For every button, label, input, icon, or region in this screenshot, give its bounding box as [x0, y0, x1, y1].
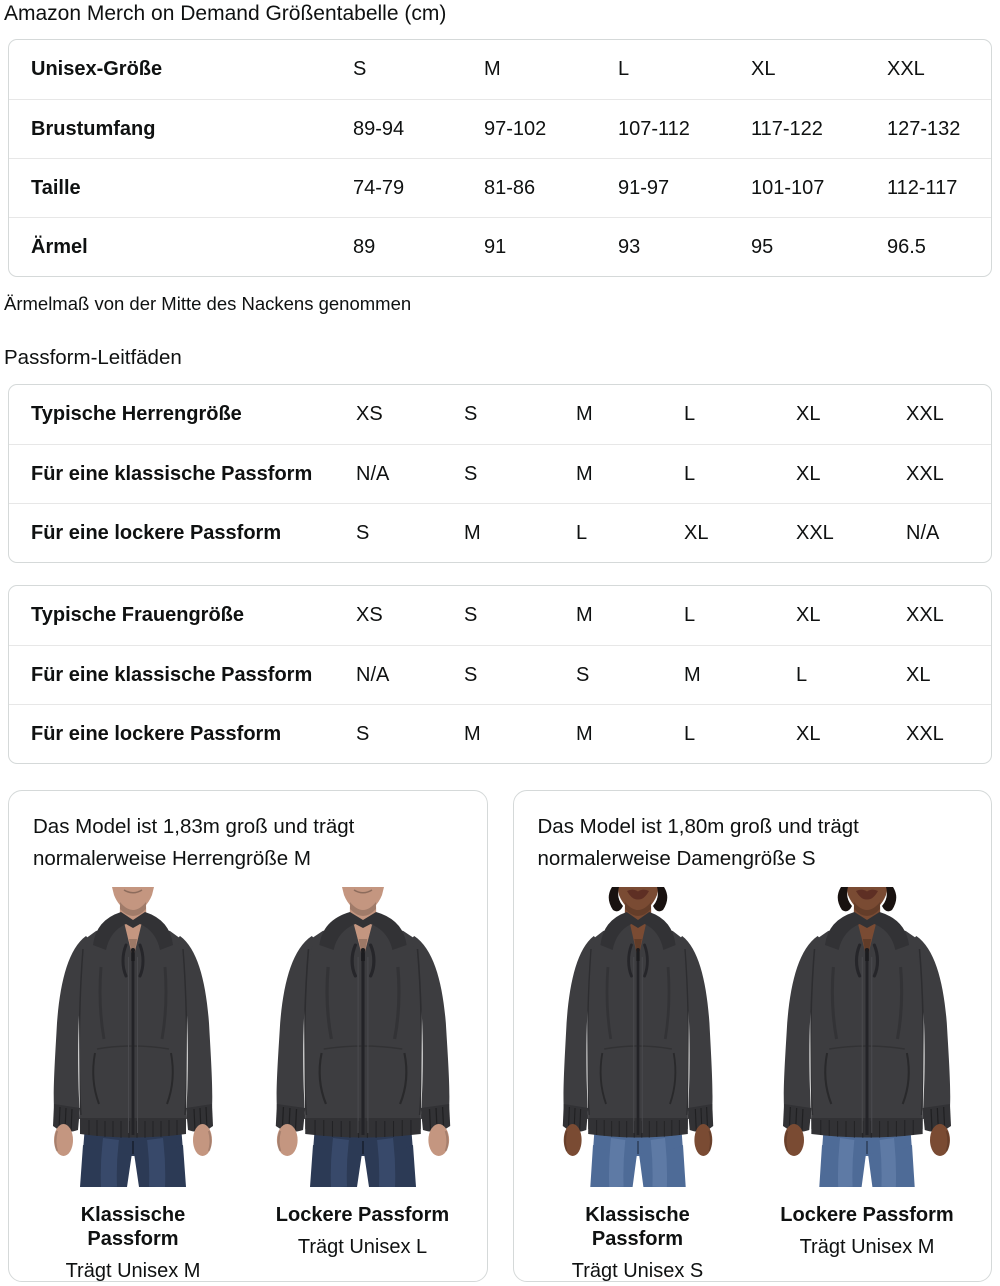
- size-cell: N/A: [356, 663, 390, 686]
- size-header: XL: [751, 58, 776, 80]
- size-cell: M: [464, 521, 481, 544]
- measure-cell: 97-102: [484, 117, 547, 140]
- measure-cell: 91-97: [618, 176, 670, 199]
- size-cell: S: [464, 604, 478, 626]
- size-header: S: [353, 58, 367, 80]
- fit-label: Lockere Passform: [780, 1204, 954, 1226]
- row-label: Für eine lockere Passform: [31, 722, 282, 745]
- size-cell: XXL: [906, 722, 944, 745]
- row-label: Für eine klassische Passform: [31, 663, 313, 686]
- fit-label: Lockere Passform: [275, 1204, 450, 1226]
- model-photo-svg: [263, 887, 463, 1187]
- model-photo-svg: [538, 887, 738, 1187]
- zipper: [361, 953, 364, 1135]
- size-label: Trägt Unisex M: [799, 1236, 935, 1258]
- table-row: [9, 158, 991, 217]
- size-cell: XL: [684, 521, 709, 544]
- page-title: Amazon Merch on Demand Größentabelle (cm): [4, 2, 447, 25]
- table-row: [9, 645, 991, 704]
- size-label: Trägt Unisex S: [571, 1260, 704, 1282]
- row-label: Für eine lockere Passform: [31, 521, 282, 544]
- size-cell: L: [684, 403, 696, 425]
- unisex-size-table: [8, 39, 992, 277]
- fit-table-women: [8, 585, 992, 764]
- measure-cell: 89-94: [353, 117, 405, 140]
- table-row: [9, 503, 991, 562]
- size-cell: XXL: [906, 403, 944, 425]
- card-description: Das Model ist 1,80m groß und trägt normalerweise Damengröße S: [537, 815, 859, 870]
- table-header-row: [9, 40, 991, 99]
- table-row: [9, 586, 991, 645]
- size-cell: S: [356, 722, 370, 745]
- table-row: [9, 99, 991, 158]
- size-cell: L: [684, 462, 696, 485]
- measure-cell: 112-117: [887, 176, 958, 199]
- size-cell: M: [576, 722, 593, 745]
- size-cell: N/A: [356, 462, 390, 485]
- zipper: [636, 953, 639, 1135]
- model-photo-men-loose: [263, 887, 463, 1187]
- size-cell: L: [796, 663, 808, 686]
- model-hoodie: [783, 912, 951, 1156]
- model-photo-women-classic: [538, 887, 738, 1187]
- figures-row: [538, 887, 968, 1283]
- size-cell: S: [464, 462, 478, 485]
- size-label: Trägt Unisex M: [65, 1260, 201, 1282]
- model-figure: [263, 887, 463, 1283]
- row-label: Taille: [31, 176, 81, 199]
- row-label: Ärmel: [31, 235, 88, 258]
- fit-label: Klassische Passform: [585, 1204, 690, 1250]
- size-cell: XL: [906, 663, 931, 686]
- figures-row: [33, 887, 463, 1283]
- model-figure: [767, 887, 967, 1283]
- size-cell: L: [684, 604, 696, 626]
- size-chart-page: [0, 1, 1000, 1282]
- model-card-women: [513, 790, 993, 1282]
- size-cell: M: [464, 722, 481, 745]
- measure-cell: 81-86: [484, 176, 536, 199]
- measure-cell: 93: [618, 235, 641, 258]
- row-label: Typische Frauengröße: [31, 604, 245, 626]
- size-cell: S: [464, 403, 478, 425]
- model-photo-men-classic: [33, 887, 233, 1187]
- fit-guides-heading: Passform-Leitfäden: [4, 346, 182, 369]
- row-label: Unisex-Größe: [31, 58, 163, 80]
- model-photo-women-loose: [767, 887, 967, 1187]
- card-description: Das Model ist 1,83m groß und trägt normalerweise Herrengröße M: [33, 815, 355, 870]
- size-cell: S: [464, 663, 478, 686]
- measure-cell: 95: [751, 235, 774, 258]
- size-cell: N/A: [906, 521, 940, 544]
- row-label: Für eine klassische Passform: [31, 462, 313, 485]
- size-cell: XS: [356, 403, 383, 425]
- size-cell: S: [576, 663, 590, 686]
- measure-cell: 91: [484, 235, 507, 258]
- zipper: [866, 953, 869, 1135]
- size-header: M: [484, 58, 501, 80]
- size-label: Trägt Unisex L: [297, 1236, 428, 1258]
- size-cell: XXL: [906, 462, 944, 485]
- size-cell: M: [576, 604, 593, 626]
- table-row: [9, 444, 991, 503]
- size-cell: XL: [796, 403, 821, 425]
- measure-cell: 101-107: [751, 176, 825, 199]
- measure-cell: 127-132: [887, 117, 961, 140]
- size-cell: XL: [796, 722, 821, 745]
- model-photo-svg: [33, 887, 233, 1187]
- size-cell: XL: [796, 604, 821, 626]
- size-cell: XS: [356, 604, 383, 626]
- measure-cell: 89: [353, 235, 376, 258]
- size-cell: M: [576, 462, 593, 485]
- sleeve-footnote: Ärmelmaß von der Mitte des Nackens genommen: [4, 293, 412, 314]
- row-label: Brustumfang: [31, 117, 156, 140]
- model-figure: [33, 887, 233, 1283]
- model-figure: [538, 887, 738, 1283]
- measure-cell: 107-112: [618, 117, 690, 140]
- size-cell: S: [356, 521, 370, 544]
- measure-cell: 117-122: [751, 117, 823, 140]
- fit-label: Klassische Passform: [80, 1204, 186, 1250]
- model-hoodie: [53, 912, 213, 1156]
- size-cell: M: [684, 663, 701, 686]
- measure-cell: 74-79: [353, 176, 405, 199]
- model-cards-row: [8, 790, 992, 1282]
- size-cell: XXL: [906, 604, 944, 626]
- size-header: XXL: [887, 58, 925, 80]
- model-hoodie: [562, 912, 712, 1156]
- size-cell: L: [684, 722, 696, 745]
- size-cell: XXL: [796, 521, 834, 544]
- size-cell: XL: [796, 462, 821, 485]
- size-cell: M: [576, 403, 593, 425]
- model-photo-svg: [767, 887, 967, 1187]
- table-row: [9, 704, 991, 763]
- zipper: [132, 953, 135, 1135]
- size-cell: L: [576, 521, 588, 544]
- table-row: [9, 217, 991, 276]
- size-header: L: [618, 58, 630, 80]
- measure-cell: 96.5: [887, 235, 926, 258]
- model-hoodie: [275, 912, 449, 1156]
- fit-table-men: [8, 384, 992, 563]
- row-label: Typische Herrengröße: [31, 403, 242, 425]
- table-row: [9, 385, 991, 444]
- model-card-men: [8, 790, 488, 1282]
